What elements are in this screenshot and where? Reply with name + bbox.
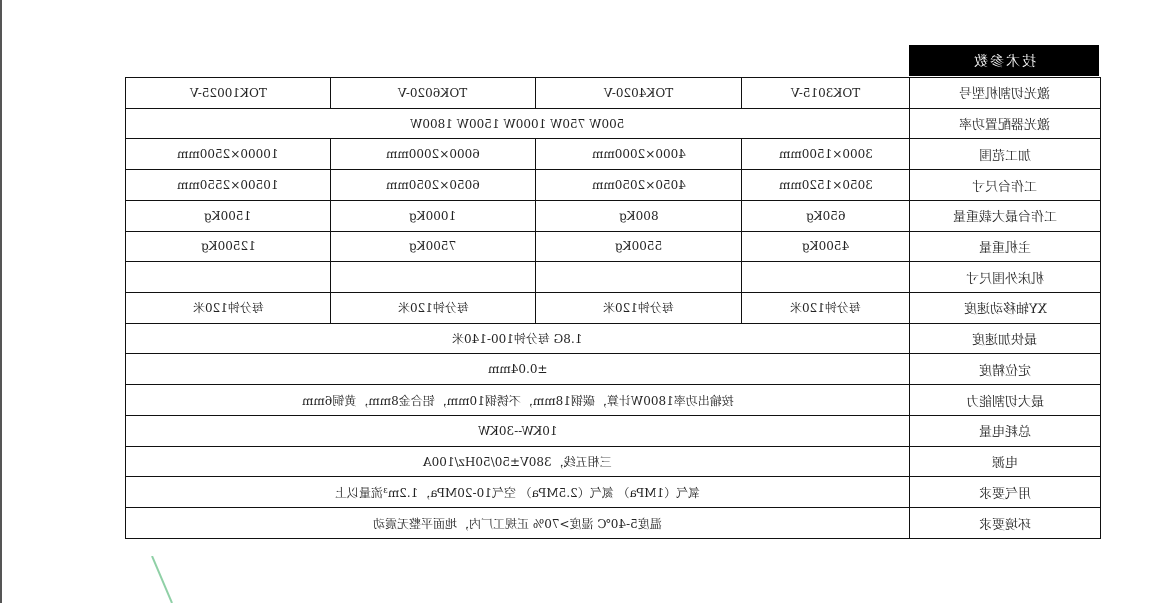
table-row (126, 354, 1101, 385)
spanned-value-cell (126, 508, 910, 539)
table-row-header (126, 78, 1101, 109)
value-cell-text: 12500Kg (200, 239, 256, 254)
table-row (126, 415, 1101, 446)
row-label-cell-text: 用气要求 (978, 486, 1031, 502)
value-cell (742, 293, 910, 324)
model-header-cell-text: TOK4020-V (603, 85, 674, 100)
value-cell (536, 231, 742, 262)
spanned-value-cell-text: 温度5-40℃ 湿度>70% 正规工厂内，地面平整无震动 (373, 516, 662, 531)
table-row (126, 293, 1101, 324)
row-label-cell-text: 激光切割机型号 (959, 87, 1051, 103)
value-cell (742, 139, 910, 170)
row-label-cell-text: 电源 (991, 455, 1018, 471)
spanned-value-cell (126, 108, 910, 139)
spanned-value-cell-text: 三相五线，380V±50/50Hz/100A (423, 454, 612, 469)
row-label-cell (910, 108, 1101, 139)
value-cell-text: 每分钟120米 (603, 301, 674, 316)
value-cell (126, 231, 331, 262)
value-cell (742, 170, 910, 201)
value-cell (126, 262, 331, 293)
row-label-cell (910, 170, 1101, 201)
value-cell (331, 139, 536, 170)
spanned-value-cell-text: 10KW--30KW (477, 423, 558, 438)
model-header-cell (742, 78, 910, 109)
value-cell-text: 4500Kg (801, 239, 850, 254)
value-cell-text: 4050×2050mm (591, 178, 686, 193)
value-cell (536, 200, 742, 231)
row-label-cell-text: 激光器配置功率 (959, 118, 1051, 134)
row-label-cell (910, 139, 1101, 170)
row-label-cell (910, 415, 1101, 446)
spec-table (125, 77, 1101, 539)
value-cell (126, 293, 331, 324)
value-cell-text: 每分钟120米 (397, 301, 469, 316)
row-label-cell (910, 323, 1101, 354)
row-label-cell-text: 主机重量 (978, 240, 1031, 256)
spanned-value-cell (126, 354, 910, 385)
row-label-cell-text: 工作台尺寸 (972, 179, 1038, 195)
spanned-value-cell (126, 415, 910, 446)
value-cell-text: 800Kg (618, 208, 659, 223)
value-cell-text: 7500Kg (409, 239, 457, 254)
spanned-value-cell-text: 按输出功率1800W计算，碳钢18mm，不锈钢10mm，铝合金8mm，黄铜6mm (301, 393, 734, 408)
value-cell-text: 每分钟120米 (790, 301, 861, 316)
value-cell-text: 6050×2050mm (386, 178, 480, 193)
row-label-cell (910, 231, 1101, 262)
model-header-cell (536, 78, 742, 109)
row-label-cell-text: 环境要求 (978, 517, 1031, 533)
spanned-value-cell-text: 500W 750W 1000W 1500W 1800W (410, 116, 625, 131)
table-row (126, 508, 1101, 539)
value-cell (536, 262, 742, 293)
table-row (126, 139, 1101, 170)
value-cell (536, 170, 742, 201)
row-label-cell (910, 200, 1101, 231)
spanned-value-cell-text: 1.8G 每分钟100-140米 (452, 332, 583, 347)
model-header-cell-text: TOK3015-V (790, 85, 861, 100)
row-label-cell-text: 最大切割能力 (965, 394, 1044, 410)
value-cell-text: 1500Kg (204, 208, 252, 223)
model-header-cell-text: TOK6020-V (398, 85, 468, 100)
value-cell (331, 170, 536, 201)
row-label-cell-text: 总耗电量 (978, 425, 1031, 441)
row-label-cell (910, 385, 1101, 416)
value-cell-text: 4000×2000mm (591, 147, 686, 162)
decorative-line (148, 556, 188, 603)
spanned-value-cell (126, 477, 910, 508)
value-cell (742, 231, 910, 262)
row-label-cell (910, 477, 1101, 508)
table-row (126, 108, 1101, 139)
spec-title: 技术参数 (909, 45, 1099, 76)
table-row (126, 262, 1101, 293)
value-cell-text: 6000×2000mm (386, 147, 480, 162)
value-cell-text: 650Kg (805, 208, 846, 223)
value-cell-text: 3050×1520mm (778, 178, 873, 193)
row-label-cell-text: 工作台最大载重量 (952, 210, 1057, 226)
value-cell-text: 5500Kg (614, 239, 663, 254)
row-label-cell (910, 262, 1101, 293)
value-cell (742, 200, 910, 231)
table-row (126, 170, 1101, 201)
value-cell-text: 3000×1500mm (778, 147, 873, 162)
spanned-value-cell-text: ±0.04mm (487, 362, 548, 377)
table-row (126, 385, 1101, 416)
value-cell (331, 200, 536, 231)
value-cell-text: 1000Kg (409, 208, 457, 223)
table-row (126, 231, 1101, 262)
value-cell (331, 293, 536, 324)
value-cell (536, 139, 742, 170)
row-label-cell-text: XY轴移动速度 (963, 302, 1047, 318)
value-cell (126, 139, 331, 170)
row-label-cell-text: 最快加速度 (972, 333, 1038, 349)
spanned-value-cell-text: 氧气（1MPa） 氮气（2.5MPa） 空气10-20MPa，1.2m³流量以上 (334, 485, 701, 500)
value-cell-text: 每分钟120米 (192, 301, 264, 316)
model-header-cell (126, 78, 331, 109)
table-row (126, 200, 1101, 231)
value-cell (331, 231, 536, 262)
spanned-value-cell (126, 323, 910, 354)
value-cell (126, 170, 331, 201)
row-label-cell-text: 定位精度 (978, 363, 1031, 379)
row-label-cell (910, 293, 1101, 324)
table-row (126, 446, 1101, 477)
value-cell-text: 10000×2500mm (177, 147, 279, 162)
row-label-cell (910, 508, 1101, 539)
model-header-cell-text: TOK10025-V (189, 85, 267, 100)
table-row (126, 323, 1101, 354)
row-label-cell (910, 446, 1101, 477)
spanned-value-cell (126, 385, 910, 416)
row-label-cell-text: 机床外围尺寸 (965, 271, 1044, 287)
value-cell (331, 262, 536, 293)
table-row (126, 477, 1101, 508)
row-label-cell-text: 加工范围 (978, 148, 1031, 164)
row-label-cell (910, 78, 1101, 109)
value-cell (742, 262, 910, 293)
value-cell (536, 293, 742, 324)
page-edge (0, 0, 2, 603)
value-cell-text: 10500×2550mm (177, 178, 279, 193)
value-cell (126, 200, 331, 231)
model-header-cell (331, 78, 536, 109)
spanned-value-cell (126, 446, 910, 477)
row-label-cell (910, 354, 1101, 385)
